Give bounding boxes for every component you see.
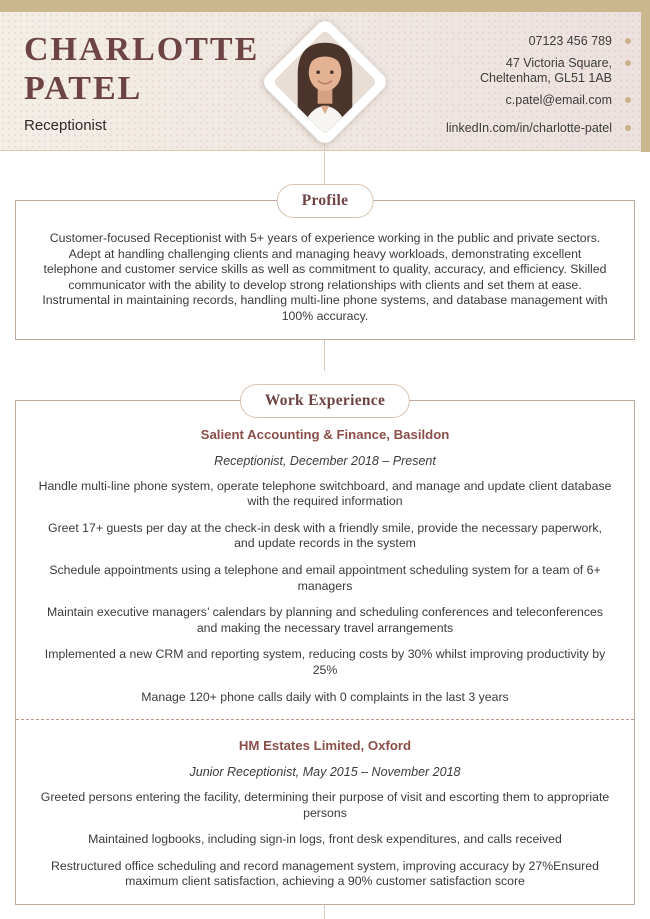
linkedin-url: linkedIn.com/in/charlotte-patel xyxy=(445,121,612,135)
first-name: CHARLOTTE xyxy=(24,31,260,68)
contact-phone-row xyxy=(529,34,631,49)
work-experience-content xyxy=(16,401,634,905)
profile-photo-frame xyxy=(260,17,390,147)
name-block xyxy=(24,30,259,134)
experience-bullet: Restructured office scheduling and record management system, improving accuracy by 27%Ensured maximum client satisfaction, achieving a 90% customer satisfaction score xyxy=(51,858,599,889)
work-experience-section-title-pill: Work Experience xyxy=(240,384,410,418)
bullet-dot-icon xyxy=(625,38,631,44)
address-line-1: 47 Victoria Square, xyxy=(505,56,612,70)
header-body xyxy=(0,12,650,151)
email-address: c.patel@email.com xyxy=(505,93,612,107)
bullet-dot-icon xyxy=(625,125,631,131)
resume-header xyxy=(0,0,650,151)
phone-number: 07123 456 789 xyxy=(528,34,612,48)
company-name: Salient Accounting & Finance, Basildon xyxy=(200,426,450,442)
experience-bullet: Greet 17+ guests per day at the check-in desk with a friendly smile, provide the necessary paperwork, and update records in the system xyxy=(48,520,602,551)
experience-bullet: Handle multi-line phone system, operate telephone switchboard, and manage and update client database with the required information xyxy=(38,478,612,509)
experience-bullet: Greeted persons entering the facility, determining their purpose of visit and escorting them to appropriate persons xyxy=(40,790,610,820)
address-line-2: Cheltenham, GL51 1AB xyxy=(479,71,612,85)
job-role-dates: Receptionist, December 2018 – Present xyxy=(214,453,436,468)
experience-bullet: Implemented a new CRM and reporting system, reducing costs by 30% whilst improving productivity by 25% xyxy=(44,647,606,677)
contact-linkedin-row xyxy=(446,121,631,136)
address xyxy=(480,56,612,86)
profile-section-title-pill: Profile xyxy=(277,184,374,218)
contact-address-row xyxy=(480,56,631,86)
company-name: HM Estates Limited, Oxford xyxy=(238,738,412,754)
last-name: PATEL xyxy=(24,70,143,107)
experience-bullet: Manage 120+ phone calls daily with 0 complaints in the last 3 years xyxy=(141,689,509,704)
contact-info xyxy=(446,34,631,136)
bullet-dot-icon xyxy=(625,97,631,103)
job-role-dates: Junior Receptionist, May 2015 – November 2018 xyxy=(189,765,461,780)
job-divider xyxy=(16,719,634,720)
profile-section xyxy=(15,192,635,340)
experience-bullet: Schedule appointments using a telephone and email appointment scheduling system for a team of 6+ managers xyxy=(49,562,601,593)
bullet-dot-icon xyxy=(625,60,631,66)
job-entry xyxy=(36,427,614,706)
contact-email-row xyxy=(506,93,631,108)
experience-bullet: Maintain executive managers’ calendars by planning and scheduling conferences and teleconferences and making the necessary travel arrangements xyxy=(47,605,603,635)
experience-bullet: Maintained logbooks, including sign-in logs, front desk expenditures, and calls received xyxy=(88,832,562,847)
connector-line xyxy=(324,152,325,186)
profile-summary-text: Customer-focused Receptionist with 5+ years of experience working in the public and private sectors. Adept at handling challenging clients and managing heavy workloads, demonstrating excellent telephone and customer service skills as well as commitment to quality, accuracy, and efficiency. Skilled communicator with the ability to develop strong relationships with clients and set them at ease. Instrumental in maintaining records, handling multi-line phone systems, and database management with 100% accuracy. xyxy=(42,231,608,323)
profile-photo xyxy=(273,30,378,135)
woman-portrait-illustration xyxy=(273,30,378,135)
job-title: Receptionist xyxy=(24,117,107,134)
work-experience-section xyxy=(15,391,635,906)
job-entry xyxy=(36,738,614,890)
header-top-accent-bar xyxy=(0,0,650,12)
header-right-accent-bar xyxy=(641,0,650,152)
